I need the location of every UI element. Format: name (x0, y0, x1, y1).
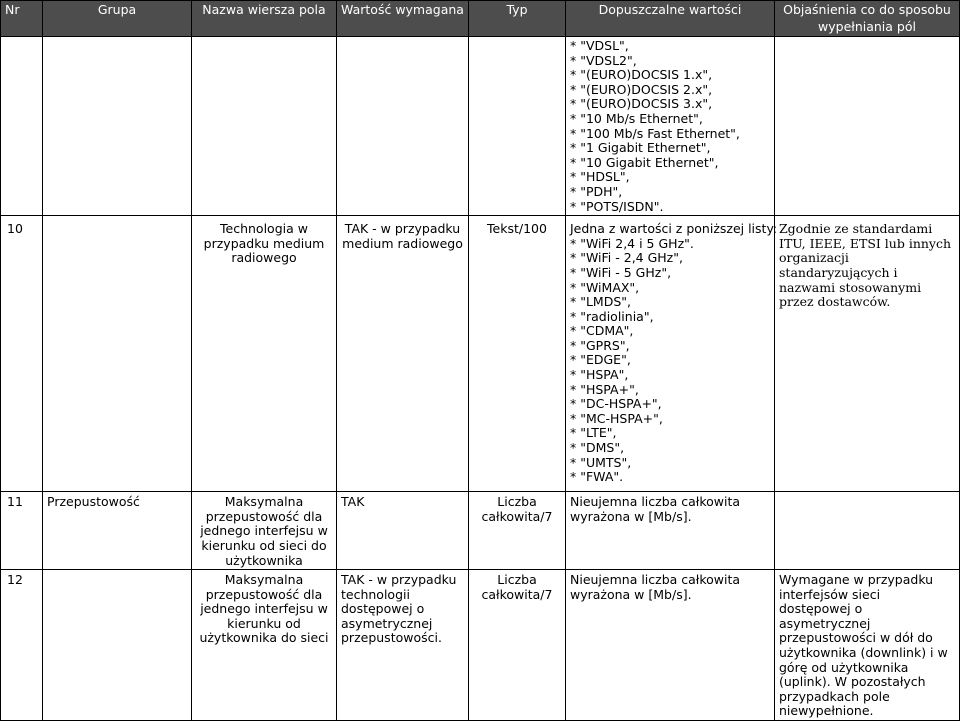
header-dopuszczalne: Dopuszczalne wartości (566, 1, 775, 37)
header-row (1, 1, 960, 37)
value-list-item: * "HSPA", (570, 367, 629, 383)
value-list-item: * "radiolinia", (570, 308, 654, 324)
cell-dopuszczalne-list (566, 37, 775, 216)
cell-typ: Tekst/100 (469, 216, 566, 492)
value-list-item: * "DC-HSPA+", (570, 396, 662, 412)
value-list-item: * "WiFi - 2,4 GHz", (570, 250, 683, 266)
value-list-item: Jedna z wartości z poniższej listy: (570, 221, 778, 237)
cell-nazwa: Maksymalna przepustowość dla jednego interfejsu w kierunku od sieci do użytkownika (192, 492, 337, 570)
value-list-item: * "HDSL", (570, 169, 630, 185)
header-objasnienia: Objaśnienia co do sposobu wypełniania pól (775, 1, 960, 37)
header-nr: Nr (1, 1, 43, 37)
cell-nazwa: Technologia w przypadku medium radiowego (192, 216, 337, 492)
cell-typ: Liczba całkowita/7 (469, 492, 566, 570)
value-list-item: * "VDSL2", (570, 52, 637, 68)
cell-wartosc: TAK (337, 492, 469, 570)
cell-grupa (43, 570, 192, 721)
cell-typ (469, 37, 566, 216)
cell-nazwa: Maksymalna przepustowość dla jednego interfejsu w kierunku od użytkownika do sieci (192, 570, 337, 721)
header-typ: Typ (469, 1, 566, 37)
value-list-item: * "MC-HSPA+", (570, 410, 663, 426)
cell-dopuszczalne-list (566, 216, 778, 492)
table-row-10 (1, 216, 960, 492)
row-number: 11 (1, 492, 43, 570)
table-row-11 (1, 492, 960, 570)
value-list-item: * "UMTS", (570, 454, 632, 470)
cell-wartosc: TAK - w przypadku medium radiowego (337, 216, 469, 492)
header-nazwa: Nazwa wiersza pola (192, 1, 337, 37)
cell-objasnienia: Wymagane w przypadku interfejsów sieci dostępowej o asymetrycznej przepustowości w dół do użytkownika (downlink) i w górę od użytkownika (uplink). W pozostałych przypadkach pole niewypełnione. (775, 570, 960, 721)
value-list-item: * "(EURO)DOCSIS 3.x", (570, 96, 713, 112)
cell-objasnienia (775, 37, 960, 216)
value-list-item: * "LTE", (570, 425, 617, 441)
value-list-item: * "10 Mb/s Ethernet", (570, 110, 703, 126)
cell-grupa: Przepustowość (43, 492, 192, 570)
cell-dopuszczalne: Nieujemna liczba całkowita wyrażona w [Mb/s]. (566, 492, 775, 570)
value-list-item: * "(EURO)DOCSIS 1.x", (570, 67, 713, 83)
value-list-item: * "100 Mb/s Fast Ethernet", (570, 125, 740, 141)
cell-wartosc (337, 37, 469, 216)
cell-objasnienia: Zgodnie ze standardami ITU, IEEE, ETSI lub innych organizacji standaryzujących i nazwami stosowanymi przez dostawców. (775, 216, 960, 492)
cell-dopuszczalne: Nieujemna liczba całkowita wyrażona w [Mb/s]. (566, 570, 775, 721)
value-list-item: * "(EURO)DOCSIS 2.x", (570, 81, 713, 97)
cell-nr (1, 37, 43, 216)
value-list-item: * "VDSL", (570, 38, 629, 53)
value-list-item: * "WiFi - 5 GHz", (570, 264, 672, 280)
table-row-continuation (1, 37, 960, 216)
value-list-item: * "1 Gigabit Ethernet", (570, 140, 711, 156)
value-list-item: * "LMDS", (570, 294, 632, 310)
cell-objasnienia (775, 492, 960, 570)
cell-wartosc: TAK - w przypadku technologii dostępowej o asymetrycznej przepustowości. (337, 570, 469, 721)
value-list-item: * "WiMAX", (570, 279, 640, 295)
value-list-item: * "PDH", (570, 183, 623, 199)
value-list-item: * "HSPA+", (570, 381, 639, 397)
value-list-item: * "CDMA", (570, 323, 634, 339)
value-list-item: * "10 Gigabit Ethernet", (570, 154, 719, 170)
value-list-item: * "POTS/ISDN". (570, 198, 664, 214)
header-wartosc: Wartość wymagana (337, 1, 469, 37)
value-list-item: * "GPRS", (570, 337, 630, 353)
cell-nazwa (192, 37, 337, 216)
row-number: 12 (1, 570, 43, 721)
header-grupa: Grupa (43, 1, 192, 37)
cell-typ: Liczba całkowita/7 (469, 570, 566, 721)
table-row-12 (1, 570, 960, 721)
row-number: 10 (1, 216, 43, 492)
value-list-item: * "FWA". (570, 469, 624, 485)
value-list-item: * "EDGE", (570, 352, 631, 368)
cell-grupa (43, 216, 192, 492)
cell-grupa (43, 37, 192, 216)
value-list-item: * "DMS", (570, 440, 625, 456)
value-list-item: * "WiFi 2,4 i 5 GHz". (570, 235, 694, 251)
